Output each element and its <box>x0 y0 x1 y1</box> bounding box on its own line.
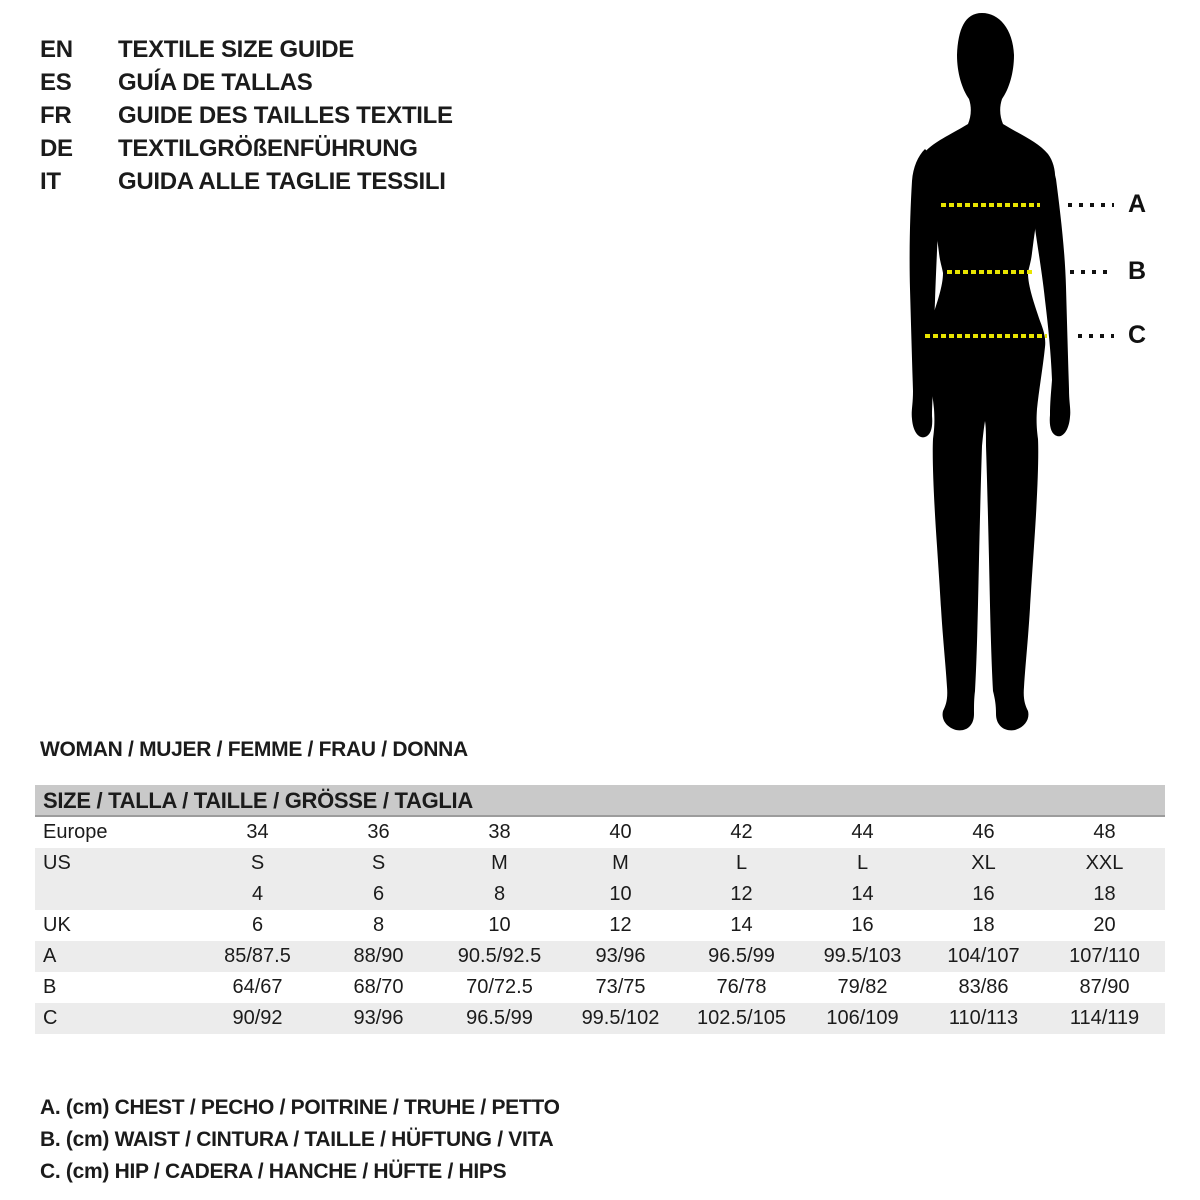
waist-measure-line <box>947 270 1033 274</box>
chest-measure-line <box>941 203 1040 207</box>
size-row-europe <box>35 817 1165 848</box>
size-row-us-number <box>35 879 1165 910</box>
size-cell: 106/109 <box>826 1007 899 1029</box>
lang-row-es <box>40 66 453 99</box>
lang-code-de: DE <box>40 134 73 162</box>
size-cell: 20 <box>1093 914 1116 936</box>
size-cell: 10 <box>488 914 511 936</box>
size-row-label <box>35 879 197 910</box>
lang-code-en: EN <box>40 35 73 63</box>
hip-measure-line <box>925 334 1047 338</box>
size-cell: M <box>612 852 629 874</box>
size-row-label: US <box>43 852 71 874</box>
size-cell: 79/82 <box>837 976 888 998</box>
size-cell: 83/86 <box>958 976 1009 998</box>
size-row-uk <box>35 910 1165 941</box>
size-cell: 18 <box>972 914 995 936</box>
size-cell: 99.5/102 <box>581 1007 660 1029</box>
size-cell: 90.5/92.5 <box>457 945 542 967</box>
size-cell: 12 <box>730 883 753 905</box>
size-table-section <box>35 785 1165 1034</box>
size-cell: 18 <box>1093 883 1116 905</box>
size-row-us-letter <box>35 848 1165 879</box>
woman-heading: WOMAN / MUJER / FEMME / FRAU / DONNA <box>40 738 468 761</box>
hip-label: C <box>1128 321 1147 349</box>
lang-row-fr <box>40 99 453 132</box>
size-cell: 8 <box>493 883 506 905</box>
size-row-label: B <box>43 976 57 998</box>
size-cell: 40 <box>609 821 632 843</box>
lang-title-es: GUÍA DE TALLAS <box>118 68 313 96</box>
size-cell: 87/90 <box>1079 976 1130 998</box>
size-cell: S <box>371 852 386 874</box>
size-cell: 10 <box>609 883 632 905</box>
size-cell: 16 <box>851 914 874 936</box>
measurement-legend <box>40 1092 560 1188</box>
size-cell: 110/113 <box>948 1007 1019 1029</box>
chest-connector-dots <box>1068 203 1114 207</box>
chest-label: A <box>1128 190 1147 218</box>
lang-title-en: TEXTILE SIZE GUIDE <box>118 35 354 63</box>
lang-row-it <box>40 165 453 198</box>
size-cell: XXL <box>1085 852 1124 874</box>
size-table <box>35 817 1165 1034</box>
lang-title-fr: GUIDE DES TAILLES TEXTILE <box>118 101 453 129</box>
size-row-waist <box>35 972 1165 1003</box>
lang-row-de <box>40 132 453 165</box>
size-cell: 73/75 <box>595 976 646 998</box>
size-cell: 42 <box>730 821 753 843</box>
size-table-title: SIZE / TALLA / TAILLE / GRÖSSE / TAGLIA <box>35 785 1165 817</box>
lang-code-it: IT <box>40 167 61 195</box>
body-measurement-figure <box>885 10 1185 738</box>
size-row-chest <box>35 941 1165 972</box>
size-cell: 46 <box>972 821 995 843</box>
legend-hip: C. (cm) HIP / CADERA / HANCHE / HÜFTE / HIPS <box>40 1160 507 1183</box>
lang-row-en <box>40 33 453 66</box>
size-cell: 76/78 <box>716 976 767 998</box>
size-cell: 96.5/99 <box>466 1007 533 1029</box>
size-cell: 48 <box>1093 821 1116 843</box>
woman-silhouette-graphic <box>885 10 1085 735</box>
size-cell: 38 <box>488 821 511 843</box>
size-cell: 12 <box>609 914 632 936</box>
size-cell: 64/67 <box>232 976 283 998</box>
lang-title-it: GUIDA ALLE TAGLIE TESSILI <box>118 167 446 195</box>
size-cell: 70/72.5 <box>466 976 533 998</box>
size-cell: 6 <box>372 883 385 905</box>
size-cell: 85/87.5 <box>224 945 291 967</box>
size-cell: L <box>735 852 748 874</box>
hip-connector-dots <box>1078 334 1114 338</box>
size-cell: 34 <box>246 821 269 843</box>
size-cell: 99.5/103 <box>823 945 902 967</box>
legend-waist: B. (cm) WAIST / CINTURA / TAILLE / HÜFTUNG / VITA <box>40 1128 554 1151</box>
size-cell: 4 <box>251 883 264 905</box>
size-cell: M <box>491 852 508 874</box>
lang-code-fr: FR <box>40 101 72 129</box>
size-row-label: A <box>43 945 57 967</box>
size-cell: 44 <box>851 821 874 843</box>
size-cell: 107/110 <box>1069 945 1140 967</box>
lang-title-de: TEXTILGRÖßENFÜHRUNG <box>118 134 418 162</box>
waist-label: B <box>1128 257 1147 285</box>
size-cell: S <box>250 852 265 874</box>
size-cell: 14 <box>730 914 753 936</box>
size-cell: L <box>856 852 869 874</box>
size-cell: 114/119 <box>1069 1007 1140 1029</box>
size-cell: 8 <box>372 914 385 936</box>
size-cell: 68/70 <box>353 976 404 998</box>
size-cell: 36 <box>367 821 390 843</box>
size-row-label: C <box>43 1007 58 1029</box>
size-cell: XL <box>971 852 996 874</box>
language-title-list <box>40 33 453 198</box>
size-cell: 93/96 <box>595 945 646 967</box>
size-cell: 90/92 <box>232 1007 283 1029</box>
size-cell: 93/96 <box>353 1007 404 1029</box>
size-cell: 102.5/105 <box>697 1007 786 1029</box>
size-row-hip <box>35 1003 1165 1034</box>
waist-connector-dots <box>1070 270 1114 274</box>
size-cell: 6 <box>251 914 264 936</box>
legend-chest: A. (cm) CHEST / PECHO / POITRINE / TRUHE / PETTO <box>40 1096 560 1119</box>
size-row-label: UK <box>43 914 71 936</box>
size-cell: 16 <box>972 883 995 905</box>
size-cell: 96.5/99 <box>708 945 775 967</box>
lang-code-es: ES <box>40 68 72 96</box>
size-cell: 104/107 <box>947 945 1020 967</box>
size-cell: 88/90 <box>353 945 404 967</box>
size-row-label: Europe <box>43 821 108 843</box>
size-cell: 14 <box>851 883 874 905</box>
